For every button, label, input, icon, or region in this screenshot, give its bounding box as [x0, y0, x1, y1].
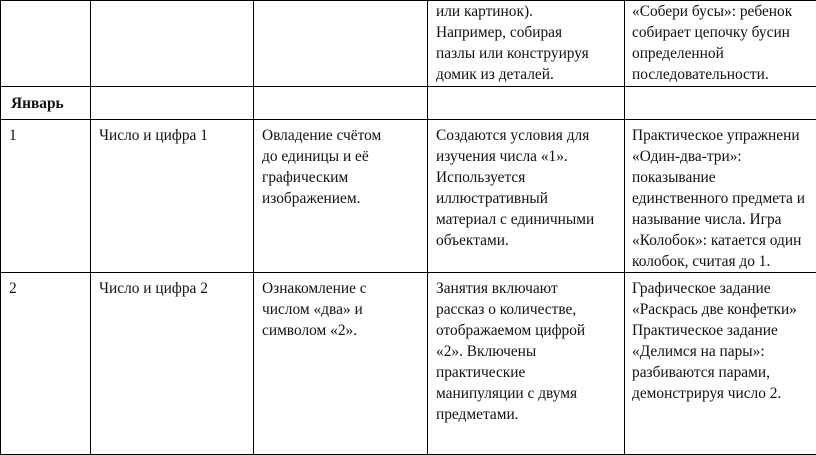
table-cell-empty — [254, 87, 428, 120]
activities-cell: «Собери бусы»: ребенок собирает цепочку бусин определенной последовательности. — [625, 1, 816, 87]
lesson-number: 2 — [1, 273, 91, 455]
lesson-content: Занятия включают рассказ о количестве, отображаемом цифрой «2». Включены практические манипуляции с двумя предметами. — [428, 273, 625, 455]
table-cell-empty — [91, 87, 254, 120]
table-cell-empty — [1, 1, 91, 87]
table-cell-empty — [625, 87, 816, 120]
table-row-continuation — [1, 1, 816, 87]
table-row — [1, 273, 816, 455]
content-cell: или картинок). Например, собирая пазлы или конструируя домик из деталей. — [428, 1, 625, 87]
table-cell-empty — [428, 87, 625, 120]
lesson-topic: Число и цифра 1 — [91, 120, 254, 273]
table-cell-empty — [91, 1, 254, 87]
month-label: Январь — [1, 87, 91, 120]
lesson-topic: Число и цифра 2 — [91, 273, 254, 455]
table-cell-empty — [254, 1, 428, 87]
lesson-goal: Овладение счётом до единицы и её графическим изображением. — [254, 120, 428, 273]
lesson-activities: Практическое упражнени «Один-два-три»: показывание единственного предмета и называние числа. Игра «Колобок»: катается один колобок, считая до 1. — [625, 120, 816, 273]
lesson-goal: Ознакомление с числом «два» и символом «2». — [254, 273, 428, 455]
lesson-activities: Графическое задание «Раскрась две конфетки» Практическое задание «Делимся на пары»: разбиваются парами, демонстрируя число 2. — [625, 273, 816, 455]
table-row-month — [1, 87, 816, 120]
lesson-number: 1 — [1, 120, 91, 273]
lesson-content: Создаются условия для изучения числа «1». Используется иллюстративный материал с единичными объектами. — [428, 120, 625, 273]
table-row — [1, 120, 816, 273]
